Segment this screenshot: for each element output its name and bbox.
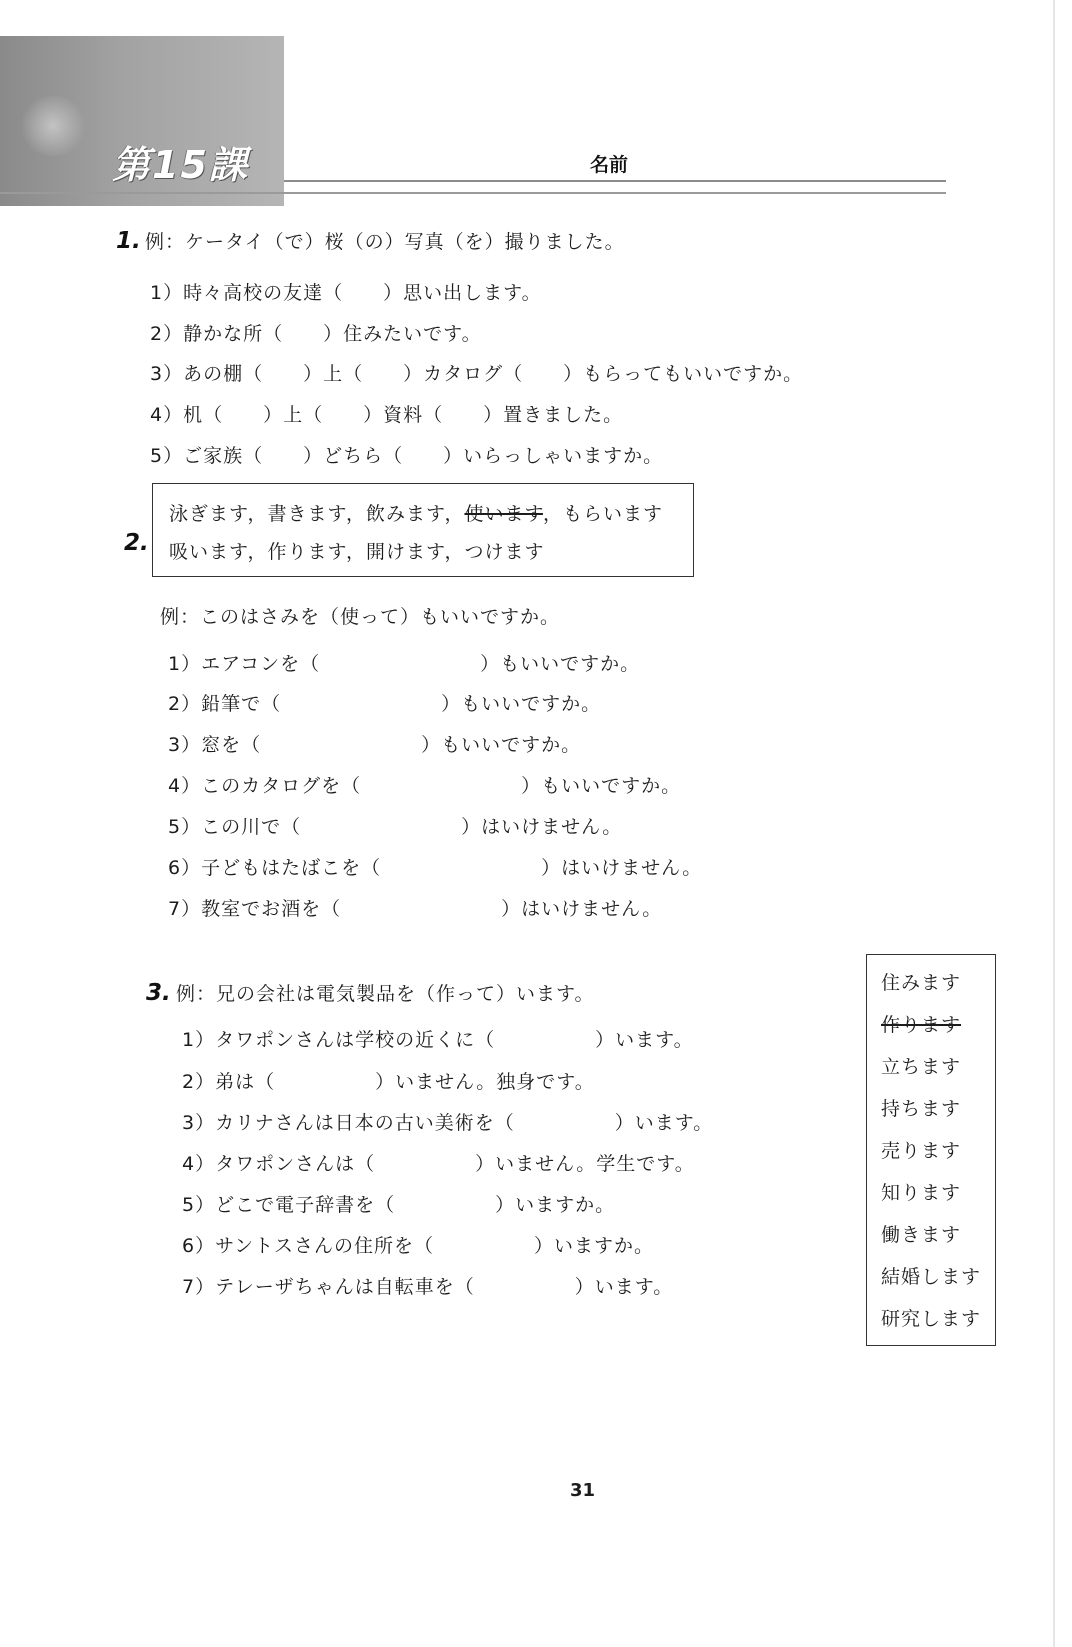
section-3-item: 5）どこで電子辞書を（ ）いますか。 [182,1194,616,1216]
section-1-example: 例：ケータイ（で）桜（の）写真（を）撮りました。 [145,231,625,253]
section-1-item: 4）机（ ）上（ ）資料（ ）置きました。 [150,404,624,426]
section-2-item: 7）教室でお酒を（ ）はいけません。 [168,898,663,920]
word-box-word: 飲みます， [365,503,465,525]
section-1-item: 2）静かな所（ ）住みたいです。 [150,323,482,345]
section-3-item: 6）サントスさんの住所を（ ）いますか。 [182,1235,654,1257]
section-2-item: 3）窓を（ ）もいいですか。 [168,734,582,756]
word-box-word: 泳ぎます， [169,503,268,525]
word-list-item: 持ちます [881,1098,962,1120]
section-3-item: 3）カリナさんは日本の古い美術を（ ）います。 [182,1112,714,1134]
word-box-row-2: 吸います，作ります，開けます，つけます [169,541,545,563]
section-3-example: 例：兄の会社は電気製品を（作って）います。 [176,983,595,1005]
word-box-word-used: 使います [464,503,543,525]
word-list-item-used: 作ります [881,1014,962,1036]
section-1-number: 1. [116,228,141,254]
section-3-item: 1）タワポンさんは学校の近くに（ ）います。 [182,1029,694,1051]
page-number: 31 [570,1480,596,1501]
name-underline [284,180,946,182]
section-2-item: 2）鉛筆で（ ）もいいですか。 [168,693,602,715]
word-list-item: 研究します [881,1308,982,1330]
section-2-example: 例：このはさみを（使って）もいいですか。 [160,606,561,628]
word-box-row-1 [169,502,663,526]
word-list-item: 住みます [881,972,962,994]
word-list-item: 売ります [881,1140,962,1162]
word-list-item: 結婚します [881,1266,982,1288]
word-box-word: ，もらいます [542,503,663,525]
section-3-number: 3. [146,980,171,1006]
section-2-item: 1）エアコンを（ ）もいいですか。 [168,653,641,675]
lesson-title: 第15課 [112,143,249,187]
section-2-item: 6）子どもはたばこを（ ）はいけません。 [168,857,703,879]
section-2-word-box [152,483,694,577]
word-list-item: 立ちます [881,1056,962,1078]
section-2-number: 2. [124,530,149,556]
section-1-item: 5）ご家族（ ）どちら（ ）いらっしゃいますか。 [150,445,664,467]
word-box-word: 書きます， [267,503,366,525]
word-list-item: 知ります [881,1182,962,1204]
name-label: 名前 [590,154,629,176]
word-list-item: 働きます [881,1224,962,1246]
section-3-word-list [866,954,996,1346]
section-1-item: 3）あの棚（ ）上（ ）カタログ（ ）もらってもいいですか。 [150,363,804,385]
section-2-item: 5）この川で（ ）はいけません。 [168,816,623,838]
section-1-item: 1）時々高校の友達（ ）思い出します。 [150,282,542,304]
page-edge-shadow [1053,0,1055,1647]
header-divider [0,192,946,194]
section-2-item: 4）このカタログを（ ）もいいですか。 [168,775,682,797]
section-3-item: 7）テレーザちゃんは自転車を（ ）います。 [182,1276,674,1298]
section-3-item: 2）弟は（ ）いません。独身です。 [182,1071,595,1093]
section-3-item: 4）タワポンさんは（ ）いません。学生です。 [182,1153,695,1175]
